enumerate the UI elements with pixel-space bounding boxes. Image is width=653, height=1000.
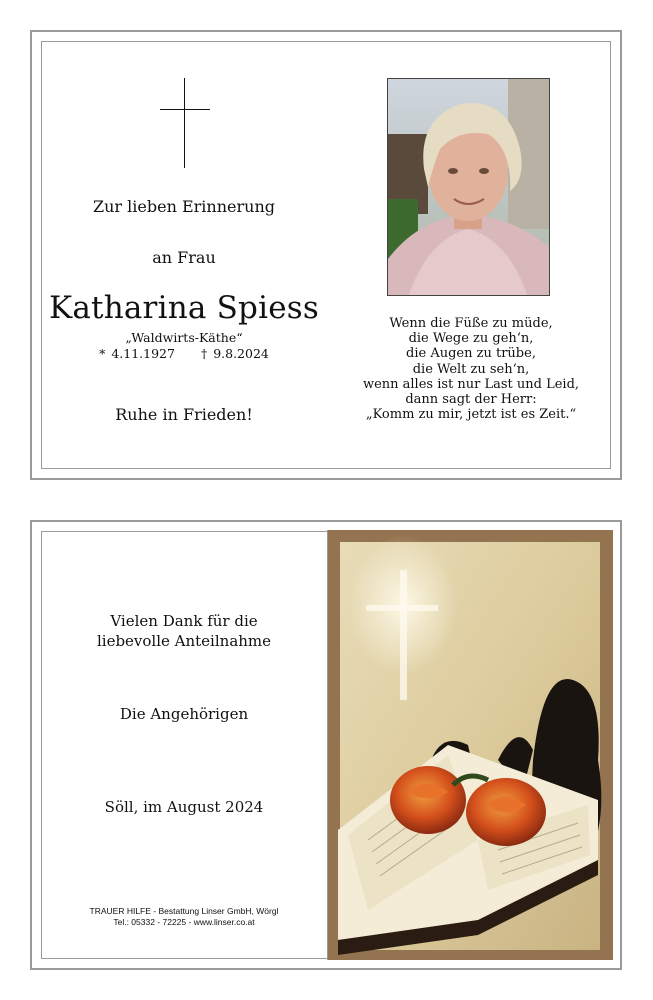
family-signature: Die Angehörigen bbox=[119, 705, 249, 723]
funeral-home-name: TRAUER HILFE - Bestattung Linser GmbH, Wörgl bbox=[89, 906, 279, 916]
cross-icon-bar bbox=[160, 109, 210, 110]
deceased-name: Katharina Spiess bbox=[49, 290, 319, 326]
birth-date: * 4.11.1927 bbox=[99, 346, 175, 361]
death-date: † 9.8.2024 bbox=[200, 346, 269, 361]
poem-line: dann sagt der Herr: bbox=[405, 392, 537, 408]
nickname: „Waldwirts-Käthe“ bbox=[125, 330, 243, 345]
memorial-intro: Zur lieben Erinnerung bbox=[93, 197, 275, 216]
salutation: an Frau bbox=[152, 248, 216, 267]
portrait-photo bbox=[387, 78, 550, 296]
poem-line: die Wege zu geh‘n, bbox=[408, 331, 534, 347]
funeral-home-contact: Tel.: 05332 - 72225 - www.linser.co.at bbox=[113, 917, 255, 927]
thank-you-line: Vielen Dank für die bbox=[110, 612, 258, 630]
cross-icon bbox=[184, 78, 185, 168]
poem-line: die Welt zu seh‘n, bbox=[412, 361, 530, 377]
funeral-home-info bbox=[60, 906, 308, 928]
poem-line: „Komm zu mir, jetzt ist es Zeit.“ bbox=[365, 407, 577, 423]
place-and-date: Söll, im August 2024 bbox=[104, 798, 264, 816]
rest-in-peace: Ruhe in Frieden! bbox=[115, 405, 253, 424]
poem-line: die Augen zu trübe, bbox=[406, 346, 536, 362]
life-dates bbox=[60, 346, 308, 361]
roses-on-book-image bbox=[327, 530, 613, 960]
thank-you-text bbox=[60, 611, 308, 651]
poem-line: wenn alles ist nur Last und Leid, bbox=[362, 376, 580, 392]
poem-line: Wenn die Füße zu müde, bbox=[389, 316, 553, 331]
thank-you-line: liebevolle Anteilnahme bbox=[96, 632, 272, 650]
poem bbox=[340, 316, 602, 422]
